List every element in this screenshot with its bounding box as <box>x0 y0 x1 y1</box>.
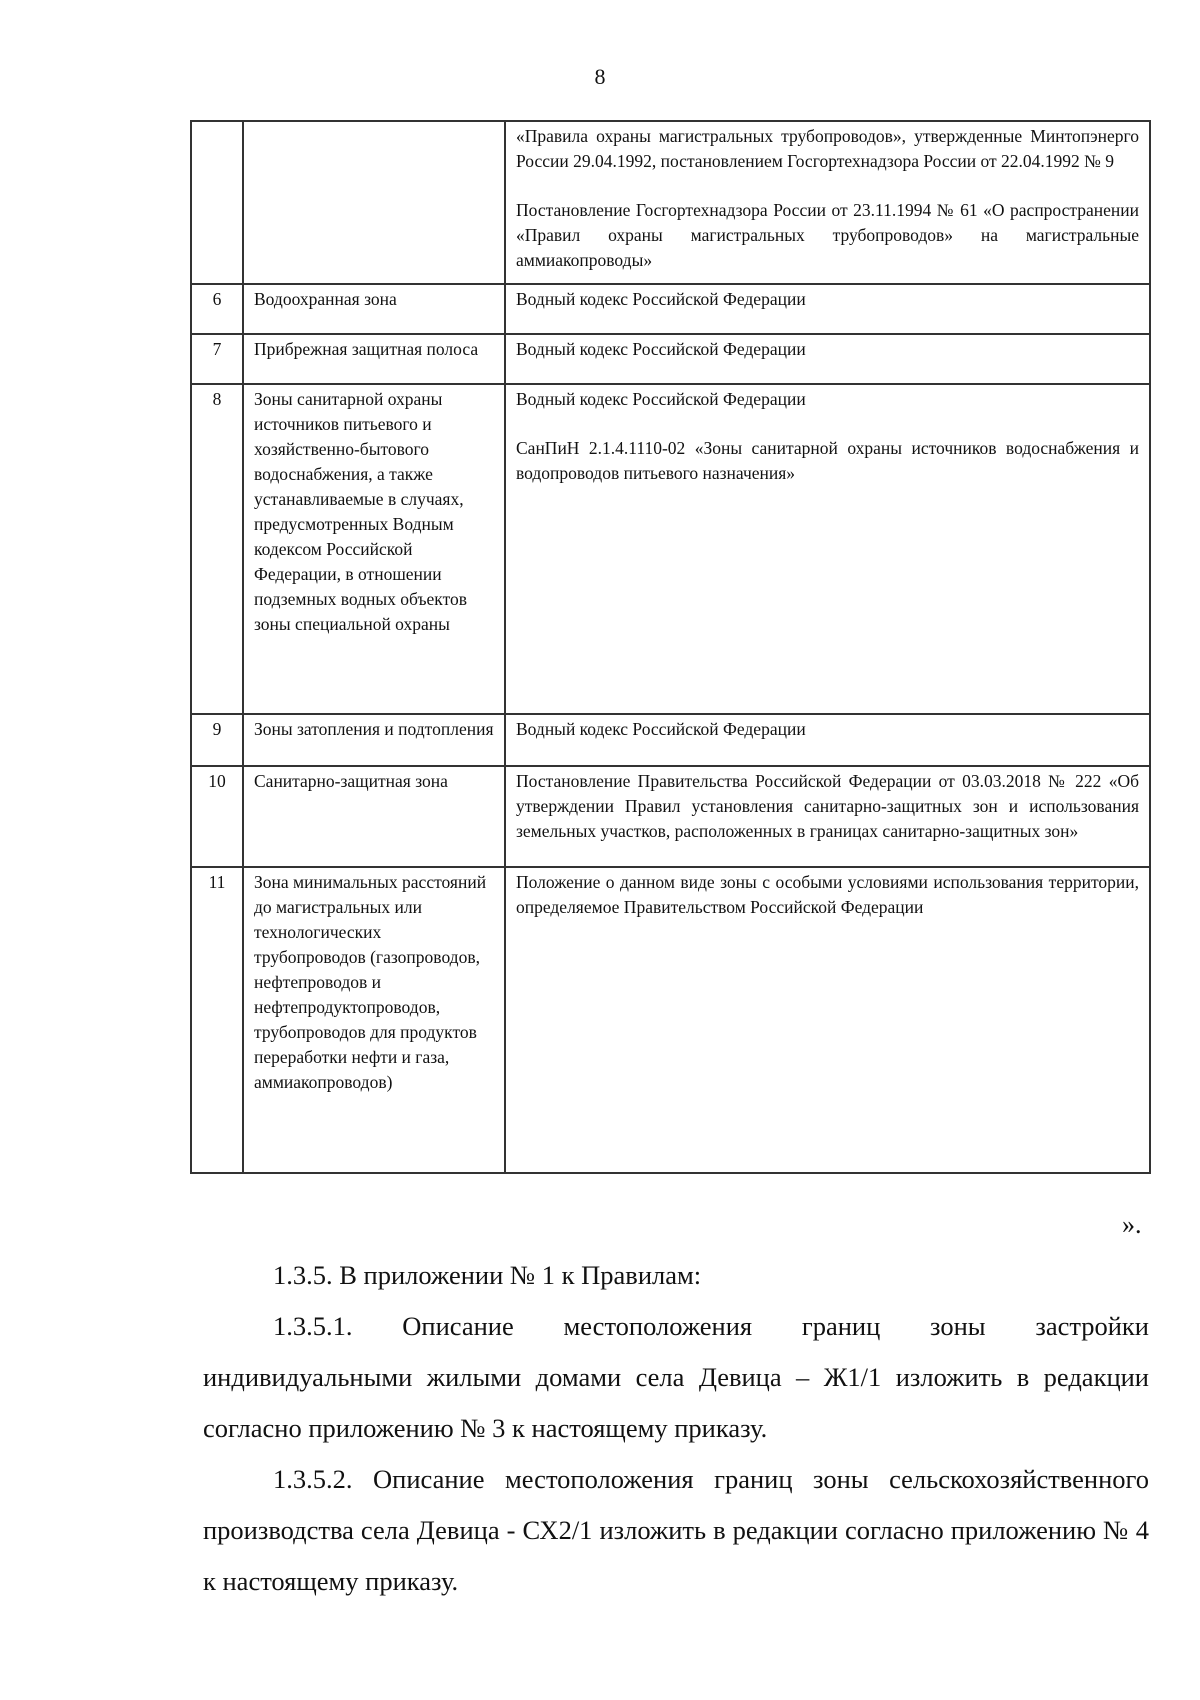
page-number: 8 <box>594 64 606 89</box>
legal-document: Водный кодекс Российской Федерации <box>516 339 806 359</box>
legal-document: Положение о данном виде зоны с особыми условиями использования территории, определяемое Правительством Российской Федерации <box>516 872 1139 917</box>
legal-document: Водный кодекс Российской Федерации <box>516 389 806 409</box>
zones-table <box>190 120 1151 1174</box>
amendment-paragraph: 1.3.5. В приложении № 1 к Правилам: <box>273 1260 702 1290</box>
legal-basis <box>505 867 1150 1173</box>
legal-basis <box>505 284 1150 334</box>
table-row <box>191 867 1150 1173</box>
row-number <box>191 121 243 284</box>
legal-document: Постановление Правительства Российской Федерации от 03.03.2018 № 222 «Об утверждении Правил установления санитарно-защитных зон и использования земельных участков, расположенных в границах санитарно-защитных зон» <box>516 771 1139 841</box>
table-row <box>191 766 1150 867</box>
table-row <box>191 284 1150 334</box>
amendment-text <box>203 1250 1149 1607</box>
legal-basis <box>505 766 1150 867</box>
amendment-paragraph: 1.3.5.1. Описание местоположения границ зоны застройки индивидуальными жилыми домами села Девица – Ж1/1 изложить в редакции согласно приложению № 3 к настоящему приказу. <box>203 1311 1149 1443</box>
closing-quote: ». <box>1122 1210 1142 1239</box>
zone-name: Зоны санитарной охраны источников питьевого и хозяйственно-бытового водоснабжения, а также устанавливаемые в случаях, предусмотренных Водным кодексом Российской Федерации, в отношении подземных водных объектов зоны специальной охраны <box>243 384 505 714</box>
row-number: 10 <box>191 766 243 867</box>
row-number: 6 <box>191 284 243 334</box>
table-row <box>191 334 1150 384</box>
zone-name: Зоны затопления и подтопления <box>243 714 505 766</box>
table-row <box>191 384 1150 714</box>
table-row <box>191 121 1150 284</box>
row-number: 7 <box>191 334 243 384</box>
zone-name <box>243 121 505 284</box>
legal-document: «Правила охраны магистральных трубопроводов», утвержденные Минтопэнерго России 29.04.1992, постановлением Госгортехнадзора России от 22.04.1992 № 9 <box>516 126 1139 171</box>
legal-basis <box>505 714 1150 766</box>
legal-basis <box>505 384 1150 714</box>
zone-name: Санитарно-защитная зона <box>243 766 505 867</box>
zone-name: Зона минимальных расстояний до магистральных или технологических трубопроводов (газопроводов, нефтепроводов и нефтепродуктопроводов, трубопроводов для продуктов переработки нефти и газа, аммиакопроводов) <box>243 867 505 1173</box>
legal-document: Водный кодекс Российской Федерации <box>516 719 806 739</box>
legal-basis <box>505 121 1150 284</box>
amendment-paragraph: 1.3.5.2. Описание местоположения границ зоны сельскохозяйственного производства села Девица - СХ2/1 изложить в редакции согласно приложению № 4 к настоящему приказу. <box>203 1464 1149 1596</box>
row-number: 9 <box>191 714 243 766</box>
zone-name: Водоохранная зона <box>243 284 505 334</box>
legal-basis <box>505 334 1150 384</box>
legal-document: Постановление Госгортехнадзора России от 23.11.1994 № 61 «О распространении «Правил охраны магистральных трубопроводов» на магистральные аммиакопроводы» <box>516 200 1139 270</box>
table-row <box>191 714 1150 766</box>
row-number: 8 <box>191 384 243 714</box>
legal-document: Водный кодекс Российской Федерации <box>516 289 806 309</box>
legal-document: СанПиН 2.1.4.1110-02 «Зоны санитарной охраны источников водоснабжения и водопроводов питьевого назначения» <box>516 438 1139 483</box>
zone-name: Прибрежная защитная полоса <box>243 334 505 384</box>
row-number: 11 <box>191 867 243 1173</box>
